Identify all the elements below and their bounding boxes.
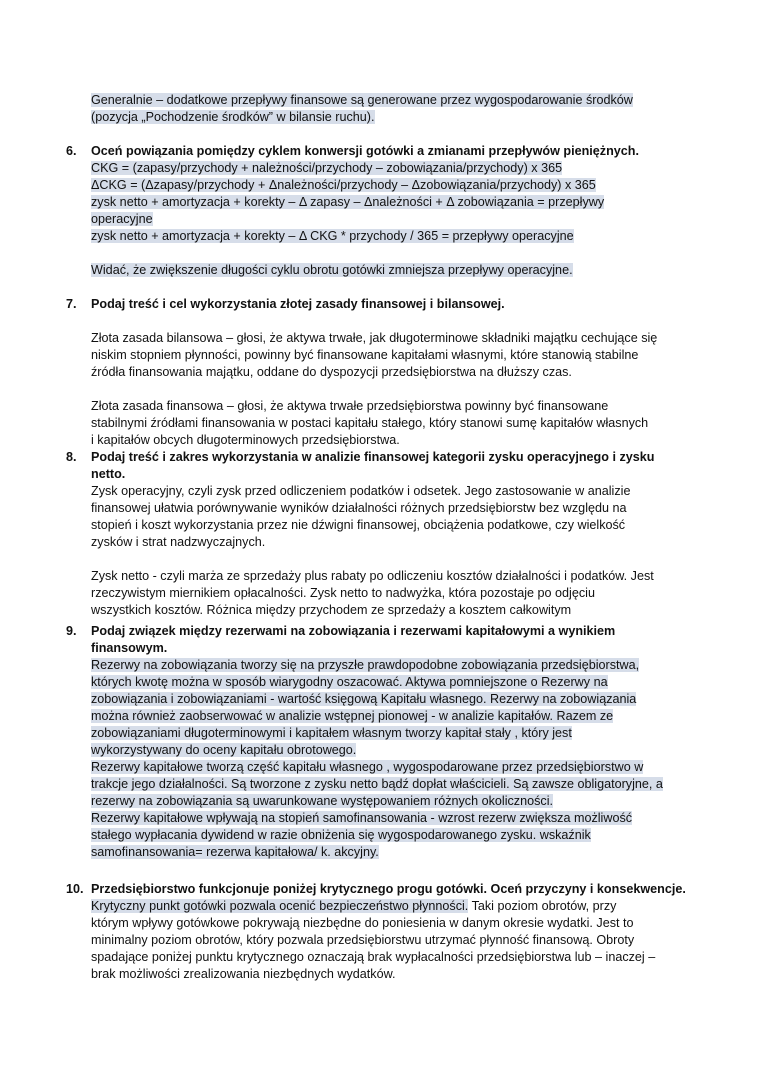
text-line: którym wpływy gotówkowe pokrywają niezbędne do poniesienia w danym okresie wydatki. Jest to bbox=[91, 916, 634, 930]
highlighted-sentence: Krytyczny punkt gotówki pozwala ocenić bezpieczeństwo płynności. bbox=[91, 899, 469, 913]
text-line: zysków i strat nadzwyczajnych. bbox=[91, 535, 266, 549]
question-number: 7. bbox=[66, 297, 77, 311]
formula-line: operacyjne bbox=[91, 212, 153, 226]
text-line: można również zaobserwować w analizie wstępnej pionowej - w analizie kapitałów. Razem ze bbox=[91, 709, 614, 723]
formula-line: ΔCKG = (Δzapasy/przychody + Δnależności/przychody – Δzobowiązania/przychody) x 365 bbox=[91, 178, 596, 192]
question-number: 9. bbox=[66, 624, 77, 638]
conclusion-line: Widać, że zwiększenie długości cyklu obrotu gotówki zmniejsza przepływy operacyjne. bbox=[91, 263, 573, 277]
text-line: i kapitałów obcych długoterminowych przedsiębiorstwa. bbox=[91, 433, 400, 447]
text-fragment: Taki poziom obrotów, przy bbox=[468, 899, 617, 913]
text-line: minimalny poziom obrotów, który pozwala przedsiębiorstwu utrzymać płynność finansową. Obroty bbox=[91, 933, 635, 947]
text-line: źródła finansowania majątku, oddane do dyspozycji przedsiębiorstwa na dłuższy czas. bbox=[91, 365, 572, 379]
text-line: Złota zasada bilansowa – głosi, że aktywa trwałe, jak długoterminowe składniki majątku cechujące się bbox=[91, 331, 658, 345]
text-line: zobowiązania i zobowiązaniami - wartość księgową Kapitału własnego. Rezerwy na zobowiązania bbox=[91, 692, 637, 706]
question-title: Oceń powiązania pomiędzy cyklem konwersji gotówki a zmianami przepływów pieniężnych. bbox=[91, 144, 639, 158]
text-line: których kwotę można w sposób wiarygodny oszacować. Aktywa pomniejszone o Rezerwy na bbox=[91, 675, 608, 689]
text-line: stopień i koszt wykorzystania przez nie dźwigni finansowej, obciążenia podatkowe, czy wielkość bbox=[91, 518, 626, 532]
question-number: 6. bbox=[66, 144, 77, 158]
text-line: Złota zasada finansowa – głosi, że aktywa trwałe przedsiębiorstwa powinny być finansowane bbox=[91, 399, 609, 413]
question-title: netto. bbox=[91, 467, 126, 481]
question-number: 10. bbox=[66, 882, 84, 896]
text-line: wykorzystywany do oceny kapitału obrotowego. bbox=[91, 743, 357, 757]
question-number: 8. bbox=[66, 450, 77, 464]
text-line: rezerwy na zobowiązania są uwarunkowane występowaniem różnych okoliczności. bbox=[91, 794, 553, 808]
text-line: stałego wypłacania dywidend w razie obniżenia się wygospodarowanego zysku. wskaźnik bbox=[91, 828, 591, 842]
formula-line: zysk netto + amortyzacja + korekty – Δ zapasy – Δnależności + Δ zobowiązania = przepływy bbox=[91, 195, 605, 209]
text-line: niskim stopniem płynności, powinny być finansowane kapitałami własnymi, które stanowią stabilne bbox=[91, 348, 639, 362]
text-line: stabilnymi źródłami finansowania w postaci kapitału stałego, który stanowi sumę kapitałów własnych bbox=[91, 416, 649, 430]
question-title: Przedsiębiorstwo funkcjonuje poniżej krytycznego progu gotówki. Oceń przyczyny i konsekwencje. bbox=[91, 882, 686, 896]
question-title: Podaj treść i cel wykorzystania złotej zasady finansowej i bilansowej. bbox=[91, 297, 505, 311]
text-line: samofinansowania= rezerwa kapitałowa/ k. akcyjny. bbox=[91, 845, 379, 859]
text-line: Rezerwy kapitałowe wpływają na stopień samofinansowania - wzrost rezerw zwiększa możliwość bbox=[91, 811, 633, 825]
question-title: Podaj treść i zakres wykorzystania w analizie finansowej kategorii zysku operacyjnego i zysku bbox=[91, 450, 655, 464]
text-line: Zysk netto - czyli marża ze sprzedaży plus rabaty po odliczeniu kosztów działalności i podatków. Jest bbox=[91, 569, 654, 583]
formula-line: zysk netto + amortyzacja + korekty – Δ CKG * przychody / 365 = przepływy operacyjne bbox=[91, 229, 574, 243]
text-line: (pozycja „Pochodzenie środków” w bilansie ruchu). bbox=[91, 110, 375, 124]
question-title: finansowym. bbox=[91, 641, 168, 655]
text-line: zobowiązaniami długoterminowymi i kapitałem własnym tworzy kapitał stały , który jest bbox=[91, 726, 572, 740]
text-line: wszystkich kosztów. Różnica między przychodem ze sprzedaży a kosztem całkowitym bbox=[91, 603, 572, 617]
text-line: brak możliwości zrealizowania niezbędnych wydatków. bbox=[91, 967, 396, 981]
text-line: spadające poniżej punktu krytycznego oznaczają brak wypłacalności przedsiębiorstwa lub – inaczej – bbox=[91, 950, 656, 964]
text-line: trakcje jego działalności. Są tworzone z zysku netto bądź dopłat właścicieli. Są zawsze obligatoryjne, a bbox=[91, 777, 663, 791]
text-line: Zysk operacyjny, czyli zysk przed odliczeniem podatków i odsetek. Jego zastosowanie w analizie bbox=[91, 484, 631, 498]
text-line bbox=[91, 898, 616, 915]
text-line: Rezerwy na zobowiązania tworzy się na przyszłe prawdopodobne zobowiązania przedsiębiorstwa, bbox=[91, 658, 640, 672]
question-title: Podaj związek między rezerwami na zobowiązania i rezerwami kapitałowymi a wynikiem bbox=[91, 624, 616, 638]
text-line: rzeczywistym miernikiem opłacalności. Zysk netto to nadwyżka, która pozostaje po odjęciu bbox=[91, 586, 595, 600]
formula-line: CKG = (zapasy/przychody + należności/przychody – zobowiązania/przychody) x 365 bbox=[91, 161, 563, 175]
text-line: Generalnie – dodatkowe przepływy finansowe są generowane przez wygospodarowanie środków bbox=[91, 93, 633, 107]
text-line: finansowej ułatwia porównywanie wyników działalności różnych przedsiębiorstw bez względu na bbox=[91, 501, 627, 515]
text-line: Rezerwy kapitałowe tworzą część kapitału własnego , wygospodarowane przez przedsiębiorstwo w bbox=[91, 760, 644, 774]
